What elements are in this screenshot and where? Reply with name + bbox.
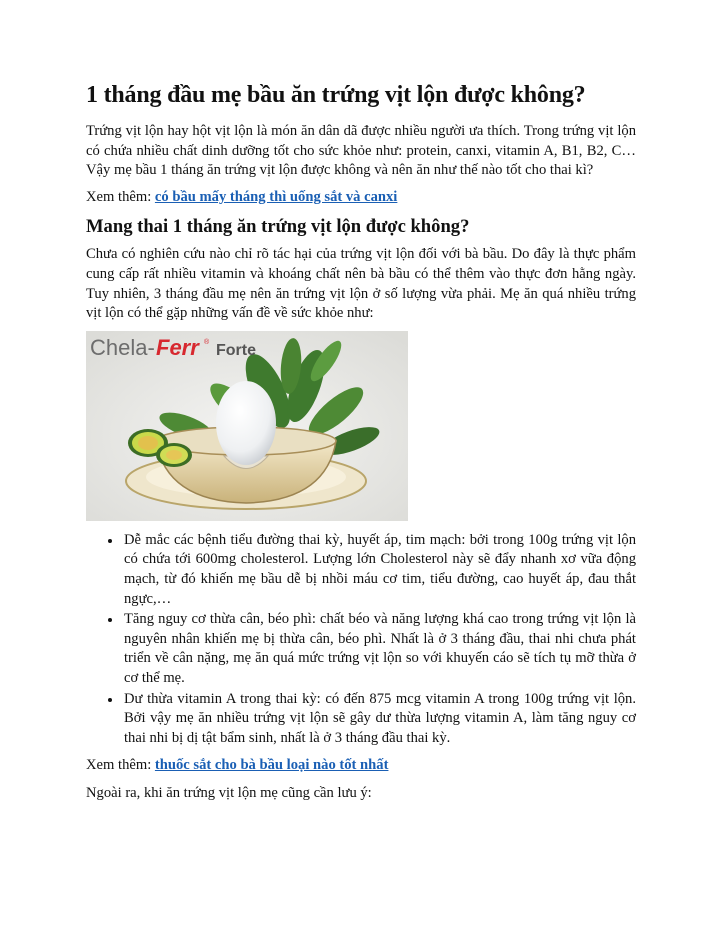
svg-text:Chela-: Chela- <box>90 334 155 360</box>
duck-egg <box>216 381 276 465</box>
list-item: • Dư thừa vitamin A trong thai kỳ: có đến 875 mcg vitamin A trong 100g trứng vịt lộn. Bởi vậy mẹ ăn nhiều trứng vịt lộn sẽ gây dư thừa lượng vitamin A, làm tăng nguy cơ thai nhi bị dị tật bẩm sinh, nhất là ở 3 tháng đầu thai kỳ. <box>122 690 636 749</box>
closing-paragraph: Ngoài ra, khi ăn trứng vịt lộn mẹ cũng cần lưu ý: <box>86 784 372 801</box>
see-also-1-link[interactable]: có bầu mấy tháng thì uống sắt và canxi <box>154 188 398 205</box>
list-item: • Dễ mắc các bệnh tiểu đường thai kỳ, huyết áp, tim mạch: bởi trong 100g trứng vịt lộn có chứa tới 600mg cholesterol. Lượng lớn Cholesterol này sẽ đẩy nhanh xơ vữa động mạch, từ đó khiến mẹ bầu dễ bị nhồi máu cơ tim, tiểu đường, cao huyết áp, đau thắt ngực,… <box>122 531 636 609</box>
see-also-2-link[interactable]: thuốc sắt cho bà bầu loại nào tốt nhất <box>154 757 389 774</box>
document-page <box>86 80 636 810</box>
egg-photo <box>86 331 408 521</box>
health-risks-list <box>86 531 636 749</box>
section-paragraph: Chưa có nghiên cứu nào chỉ rõ tác hại của trứng vịt lộn đối với bà bầu. Do đây là thực phẩm cung cấp rất nhiều vitamin và khoáng chất nên bà bầu có thể thêm vào thực đơn hằng ngày. Tuy nhiên, 3 tháng đầu mẹ nên ăn trứng vịt lộn ở số lượng vừa phải. Mẹ ăn quá nhiều trứng vịt lộn có thể gặp những vấn đề về sức khỏe như: <box>86 246 636 322</box>
see-also-2-prefix: Xem thêm: <box>86 757 155 774</box>
section-heading: Mang thai 1 tháng ăn trứng vịt lộn được không? <box>86 216 470 238</box>
see-also-1-prefix: Xem thêm: <box>86 188 155 205</box>
intro-paragraph: Trứng vịt lộn hay hột vịt lộn là món ăn dân dã được nhiều người ưa thích. Trong trứng vịt lộn có chứa nhiều chất dinh dưỡng tốt cho sức khỏe như: protein, canxi, vitamin A, B1, B2, C… Vậy mẹ bầu 1 tháng ăn trứng vịt lộn được không và nên ăn như thế nào tốt cho thai kì? <box>86 123 636 179</box>
svg-text:Ferr: Ferr <box>156 334 199 360</box>
page-title: 1 tháng đầu mẹ bầu ăn trứng vịt lộn được không? <box>86 82 586 108</box>
svg-text:®: ® <box>204 338 210 346</box>
list-item: • Tăng nguy cơ thừa cân, béo phì: chất béo và năng lượng khá cao trong trứng vịt lộn là nguyên nhân khiến mẹ bị thừa cân, béo phì. Nhất là ở 3 tháng đầu, thai nhi chưa phát triển về cân nặng, mẹ ăn quá mức trứng vịt lộn so với khuyến cáo sẽ tích tụ mỡ thừa ở cơ thể mẹ. <box>122 610 636 688</box>
svg-text:Forte: Forte <box>216 341 256 359</box>
see-also-1 <box>86 188 636 208</box>
see-also-2 <box>86 756 636 776</box>
